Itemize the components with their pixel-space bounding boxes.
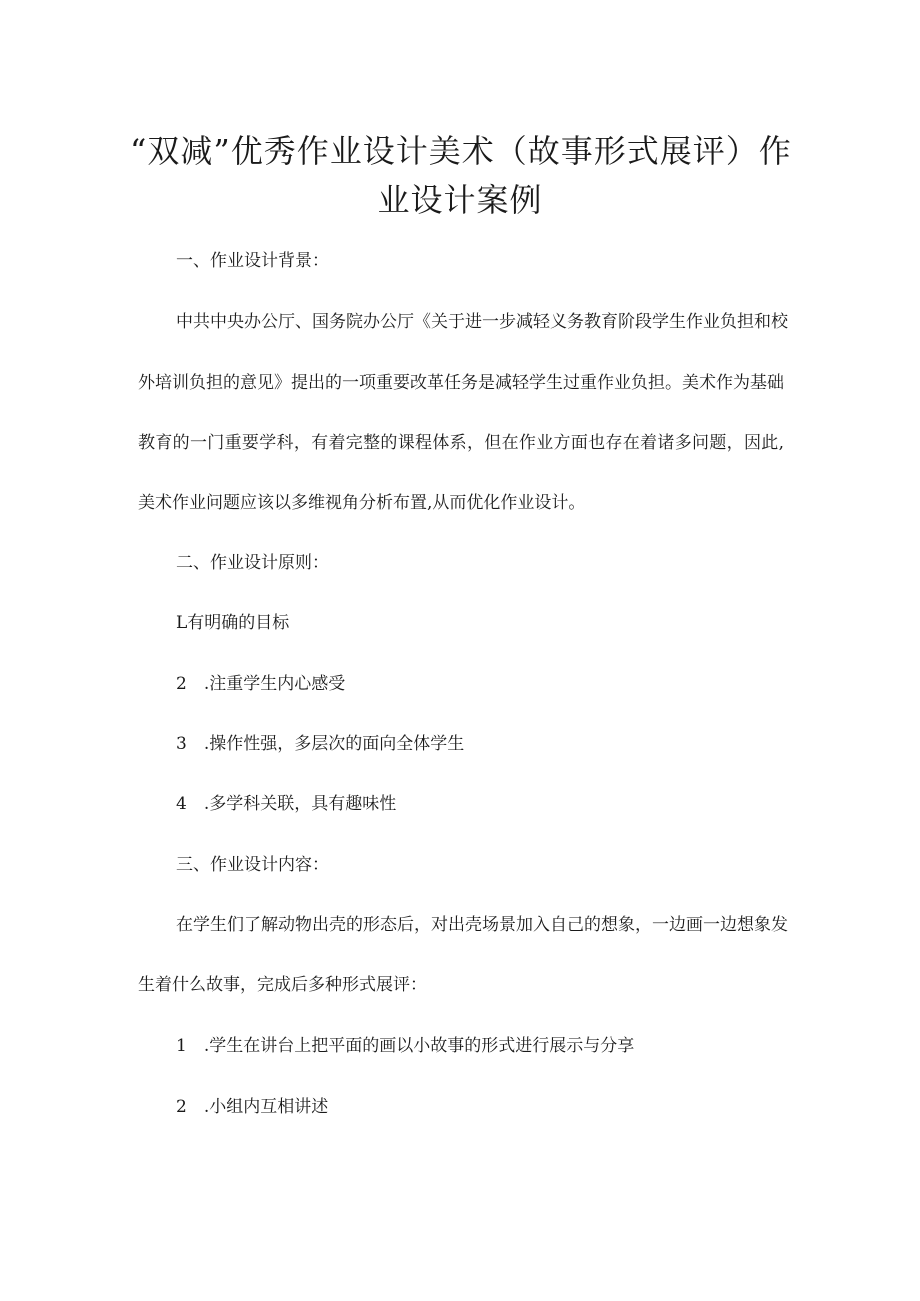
paragraph-content-line-2: 生着什么故事，完成后多种形式展评： [138,975,427,995]
paragraph-background-line-3: 教育的一门重要学科，有着完整的课程体系，但在作业方面也存在着诸多问题，因此, [138,433,784,453]
section-heading-content: 三、作业设计内容： [176,855,329,875]
principle-item-4: 4 .多学科关联，具有趣味性 [176,794,397,814]
paragraph-content-line-1: 在学生们了解动物出壳的形态后，对出壳场景加入自己的想象，一边画一边想象发 [176,915,788,935]
principle-item-1: L有明确的目标 [176,613,290,633]
document-title-line-2: 业设计案例 [377,181,543,219]
section-heading-principles: 二、作业设计原则： [176,553,329,573]
content-item-2: 2 .小组内互相讲述 [176,1097,329,1117]
principle-item-3: 3 .操作性强，多层次的面向全体学生 [176,734,465,754]
principle-item-2: 2 .注重学生内心感受 [176,674,346,694]
paragraph-background-line-4: 美术作业问题应该以多维视角分析布置,从而优化作业设计。 [138,493,586,513]
document-title-line-1: “双减”优秀作业设计美术（故事形式展评）作 [130,132,792,170]
content-item-1: 1 .学生在讲台上把平面的画以小故事的形式进行展示与分享 [176,1036,635,1056]
section-heading-background: 一、作业设计背景： [176,251,329,271]
paragraph-background-line-1: 中共中央办公厅、国务院办公厅《关于进一步减轻义务教育阶段学生作业负担和校 [176,312,788,332]
paragraph-background-line-2: 外培训负担的意见》提出的一项重要改革任务是减轻学生过重作业负担。美术作为基础 [138,373,784,393]
